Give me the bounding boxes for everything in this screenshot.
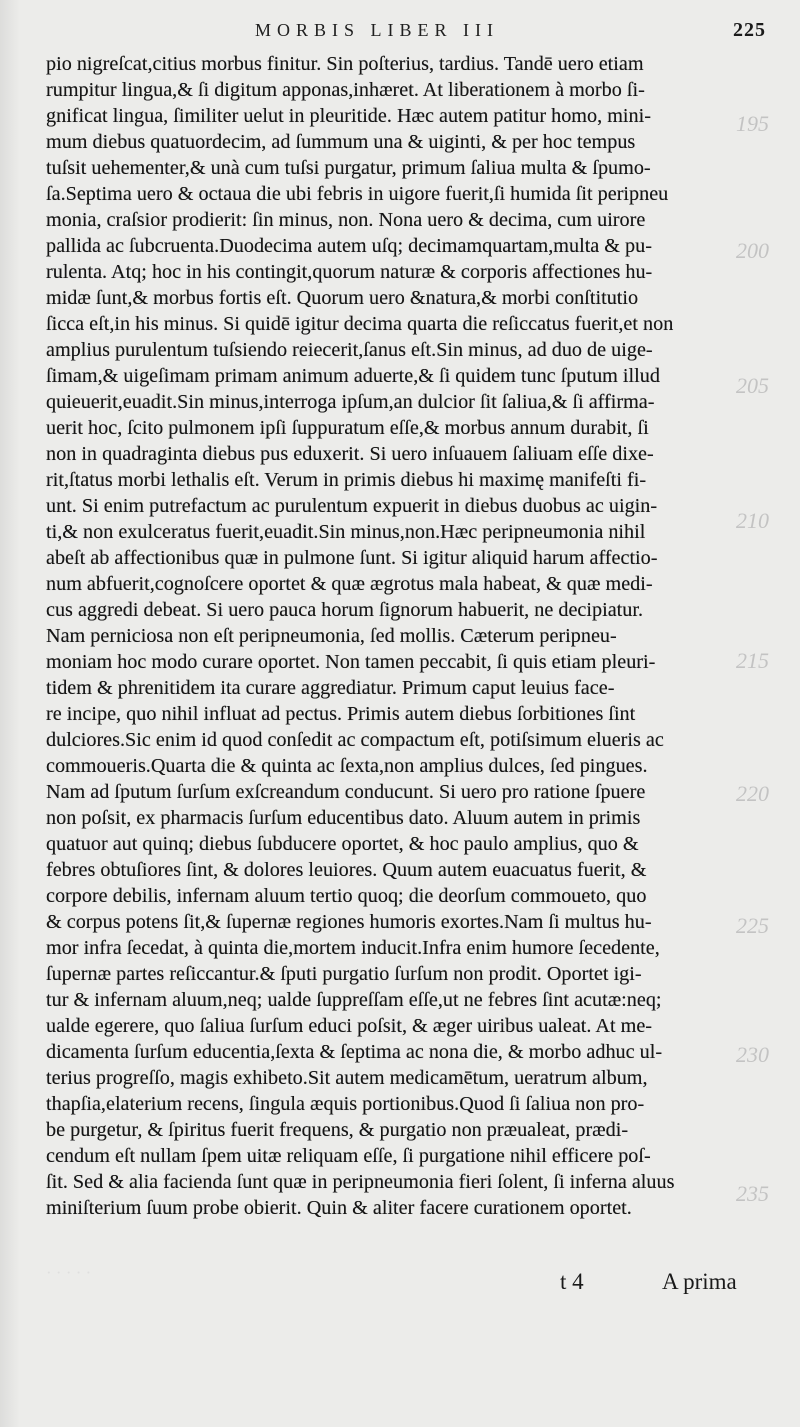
text-line: commoueris.Quarta die & quinta ac ſexta,non amplius dulces, ſed pingues. [46,755,648,777]
text-line: quieuerit,euadit.Sin minus,interroga ipſum,an dulcior ſit ſaliua,& ſi affirma- [46,391,655,413]
text-line: corpore debilis, infernam aluum tertio quoq; die deorſum commoueto, quo [46,885,647,907]
text-line: unt. Si enim putrefactum ac purulentum expuerit in diebus duobus ac uigin- [46,495,658,517]
text-line: monia, craſsior prodierit: ſin minus, non. Nona uero & decima, cum uirore [46,209,646,231]
text-line: tur & infernam aluum,neq; ualde ſuppreſſam eſſe,ut ne febres ſint acutæ:neq; [46,989,662,1011]
margin-line-number: 235 [736,1181,769,1206]
margin-line-number: 225 [736,913,769,938]
text-line: rit,ſtatus morbi lethalis eſt. Verum in primis diebus hi maximę manifeſti fi- [46,469,647,491]
text-line: non in quadraginta diebus pus eduxerit. Si uero inſuauem ſaliuam eſſe dixe- [46,443,654,465]
text-line: mum diebus quatuordecim, ad ſummum una & uiginti, & per hoc tempus [46,131,636,153]
catchword: A prima [662,1269,737,1294]
text-line: ſimam,& uigeſimam primam animum aduerte,& ſi quidem tunc ſputum illud [46,365,660,387]
text-line: dicamenta ſurſum educentia,ſexta & ſeptima ac nona die, & morbo adhuc ul- [46,1041,663,1063]
text-line: midæ ſunt,& morbus fortis eſt. Quorum uero &natura,& morbi conſtitutio [46,287,639,309]
text-line: miniſterium ſuum probe obierit. Quin & aliter facere curationem oportet. [46,1197,632,1219]
margin-line-number: 220 [736,781,769,806]
text-line: amplius purulentum tuſsiendo reiecerit,ſanus eſt.Sin minus, ad duo de uige- [46,339,653,361]
text-line: mor infra ſecedat, à quinta die,mortem inducit.Infra enim humore ſecedente, [46,937,660,959]
text-line: tidem & phrenitidem ita curare aggrediatur. Primum caput leuius face- [46,677,615,699]
text-line: re incipe, quo nihil influat ad pectus. Primis autem diebus ſorbitiones ſint [46,703,636,725]
text-line: febres obtuſiores ſint, & dolores leuiores. Quum autem euacuatus fuerit, & [46,859,647,881]
page-number: 225 [733,19,766,41]
text-line: ſit. Sed & alia facienda ſunt quæ in peripneumonia fieri ſolent, ſi inferna aluus [46,1171,675,1193]
text-line: ſa.Septima uero & octaua die ubi febris in uigore fuerit,ſi humida ſit peripneu [46,183,669,205]
text-line: pio nigreſcat,citius morbus finitur. Sin poſterius, tardius. Tandē uero etiam [46,53,644,75]
text-line: cendum eſt nullam ſpem uitæ reliquam eſſe, ſi purgatione nihil efficere poſ- [46,1145,651,1167]
text-line: ti,& non exulceratus fuerit,euadit.Sin minus,non.Hæc peripneumonia nihil [46,521,646,543]
text-line: be purgetur, & ſpiritus fuerit frequens, & purgatio non præualeat, prædi- [46,1119,629,1141]
text-line: tuſsit uehementer,& unà cum tuſsi purgatur, primum ſaliua multa & ſpumo- [46,157,651,179]
text-line: rulenta. Atq; hoc in his contingit,quorum naturæ & corporis affectiones hu- [46,261,653,283]
text-line: rumpitur lingua,& ſi digitum apponas,inhæret. At liberationem à morbo ſi- [46,79,645,101]
text-line: ualde egerere, quo ſaliua ſurſum educi poſsit, & æger uiribus ualeat. At me- [46,1015,653,1037]
margin-line-number: 195 [736,111,769,136]
margin-line-number: 215 [736,648,769,673]
text-line: ſupernæ partes reſiccantur.& ſputi purgatio ſurſum non prodit. Oportet igi- [46,963,642,985]
text-line: num abfuerit,cognoſcere oportet & quæ ægrotus mala habeat, & quæ medi- [46,573,653,595]
margin-line-number: 200 [736,238,769,263]
text-line: non poſsit, ex pharmacis ſurſum educentibus dato. Aluum autem in primis [46,807,641,829]
margin-line-number: 210 [736,508,769,533]
text-line: & corpus potens ſit,& ſupernæ regiones humoris exortes.Nam ſi multus hu- [46,911,652,933]
page-header [0,14,800,54]
text-line: gnificat lingua, ſimiliter uelut in pleuritide. Hæc autem patitur homo, mini- [46,105,651,127]
running-title: MORBIS LIBER III [255,20,499,40]
text-line: ſicca eſt,in his minus. Si quidē igitur decima quarta die reſiccatus fuerit,et non [46,313,674,335]
text-line: Nam ad ſputum ſurſum exſcreandum conducunt. Si uero pro ratione ſpuere [46,781,646,803]
text-line: uerit hoc, ſcito pulmonem ipſi ſuppuratum eſſe,& morbus annum durabit, ſi [46,417,649,439]
signature-mark: t 4 [560,1269,584,1294]
margin-line-number: 205 [736,373,769,398]
text-line: thapſia,elaterium recens, ſingula æquis portionibus.Quod ſi ſaliua non pro- [46,1093,645,1115]
text-line: pallida ac ſubcruenta.Duodecima autem uſq; decimamquartam,multa & pu- [46,235,652,257]
text-line: abeſt ab affectionibus quæ in pulmone ſunt. Si igitur aliquid harum affectio- [46,547,658,569]
main-text-block [46,51,736,1299]
margin-line-number: 230 [736,1042,769,1067]
text-line: Nam perniciosa non eſt peripneumonia, ſed mollis. Cæterum peripneu- [46,625,617,647]
text-line: quatuor aut quinq; diebus ſubducere oportet, & hoc paulo amplius, quo & [46,833,639,855]
text-line: cus aggredi debeat. Si uero pauca horum ſignorum habuerit, ne decipiatur. [46,599,644,621]
page-edge-shadow [0,0,20,1427]
text-line [46,1221,736,1247]
faint-ink-trace: · · · · · [46,1263,92,1282]
text-line: moniam hoc modo curare oportet. Non tamen peccabit, ſi quis etiam pleuri- [46,651,656,673]
text-line: terius progreſſo, magis exhibeto.Sit autem medicamētum, ueratrum album, [46,1067,648,1089]
text-line: dulciores.Sic enim id quod conſedit ac compactum eſt, potiſsimum elueris ac [46,729,664,751]
page-footer [0,1265,800,1305]
